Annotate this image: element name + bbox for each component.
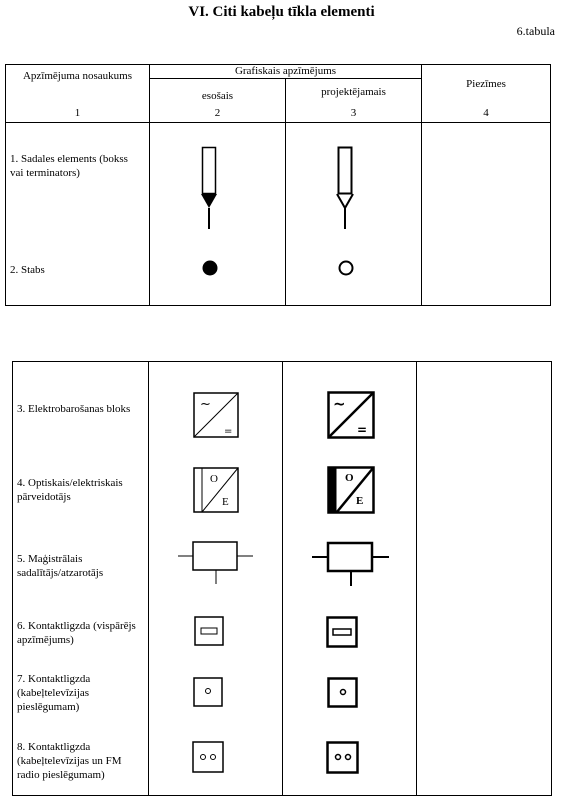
pole-filled-icon xyxy=(201,259,219,277)
header-col1-name: Apzīmējuma nosaukums xyxy=(22,70,133,82)
letter-o: O xyxy=(345,472,354,484)
header-col3-number: 3 xyxy=(350,107,357,119)
equals-glyph: = xyxy=(357,423,368,437)
header-col1-number: 1 xyxy=(74,107,81,119)
row-label-5: 5. Maģistrālais sadalītājs/atzarotājs xyxy=(17,553,104,579)
row-label-6: 6. Kontaktligzda (vispārējs apzīmējums) xyxy=(17,620,136,646)
row-label-7: 7. Kontaktligzda (kabeļtelevīzijas pieslēgumam) xyxy=(17,673,91,713)
row-label-4: 4. Optiskais/elektriskais pārveidotājs xyxy=(17,477,123,503)
socket-catv-icon xyxy=(193,677,223,707)
trunk-splitter-bold-icon xyxy=(312,541,390,587)
socket-general-icon xyxy=(194,616,224,646)
distribution-element-filled-icon xyxy=(195,146,225,236)
tilde-glyph: ~ xyxy=(200,397,211,412)
socket-catv-fm-bold-icon xyxy=(326,741,360,775)
letter-e: E xyxy=(222,496,229,508)
optical-electrical-converter-bold-icon xyxy=(327,466,375,514)
page-title: VI. Citi kabeļu tīkla elementi xyxy=(188,4,375,20)
header-col4-name: Piezīmes xyxy=(466,78,506,90)
header-col3-name: projektējamais xyxy=(321,86,386,98)
letter-o: O xyxy=(210,473,218,485)
power-supply-icon xyxy=(193,392,239,438)
row-label-3: 3. Elektrobarošanas bloks xyxy=(17,403,131,415)
optical-electrical-converter-icon xyxy=(193,467,239,513)
distribution-element-hollow-icon xyxy=(331,146,361,236)
row-label-8: 8. Kontaktligzda (kabeļtelevīzijas un FM radio pieslēgumam) xyxy=(17,741,122,781)
socket-catv-bold-icon xyxy=(327,677,359,709)
tilde-glyph: ~ xyxy=(333,395,346,413)
power-supply-bold-icon xyxy=(327,391,375,439)
header-col2-name: esošais xyxy=(201,90,234,102)
header-col4-number: 4 xyxy=(483,107,489,119)
equals-glyph: = xyxy=(224,426,233,437)
header-col2-number: 2 xyxy=(214,107,221,119)
table-number: 6.tabula xyxy=(516,24,555,38)
pole-hollow-icon xyxy=(337,259,355,277)
row-label-2: 2. Stabs xyxy=(10,264,45,276)
letter-e: E xyxy=(356,495,364,507)
socket-catv-fm-icon xyxy=(192,741,224,773)
row-label-1: 1. Sadales elements (bokss vai terminators) xyxy=(10,153,128,179)
socket-general-bold-icon xyxy=(326,616,358,648)
header-group: Grafiskais apzīmējums xyxy=(234,65,337,77)
trunk-splitter-icon xyxy=(178,541,254,585)
